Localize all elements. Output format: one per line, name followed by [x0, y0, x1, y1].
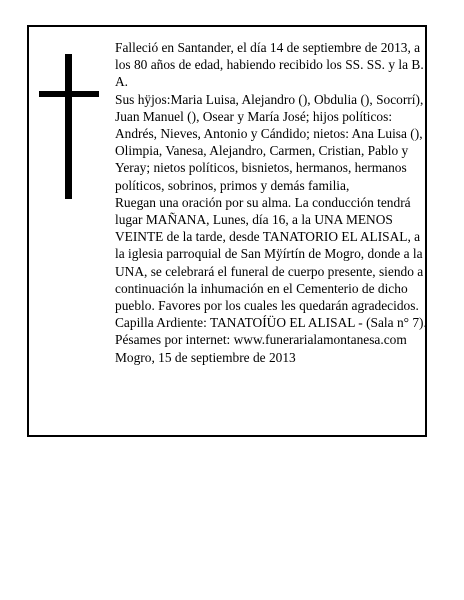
- cross-horizontal-bar: [39, 91, 99, 97]
- notice-text: [115, 39, 427, 366]
- latin-cross-icon: [39, 54, 99, 199]
- obituary-notice: [27, 25, 427, 437]
- family-list: Sus hÿjos:Maria Luisa, Alejandro (), Obdulia (), Socorrí), Juan Manuel (), Osear y María José; hijos políticos: Andrés, Nieves, Antonio y Cándido; nietos: Ana Luisa (), Olimpia, Vanesa, Alejandro, Carmen, Cristian, Pablo y Yeray; nietos políticos, bisnietos, hermanos, hermanos políticos, sobrinos, primos y demás familia,: [115, 91, 424, 193]
- notice-date: Mogro, 15 de septiembre de 2013: [115, 349, 296, 365]
- death-announcement: Falleció en Santander, el día 14 de septiembre de 2013, a los 80 años de edad, habiendo recibido los SS. SS. y la B. A.: [115, 40, 424, 90]
- cross-vertical-bar: [65, 54, 72, 199]
- funeral-details: Ruegan una oración por su alma. La conducción tendrá lugar MAÑANA, Lunes, día 16, a la UNA MENOS VEINTE de la tarde, desde TANATORIO EL ALISAL, a la iglesia parroquial de San Mÿírtín de Mogro, donde a la UNA, se celebrará el funeral de cuerpo presente, siendo a continuación la inhumación en el Cementerio de dicho pueblo. Favores por los cuales les quedarán agradecidos. Capilla Ardiente: TANATOÍÜO EL ALISAL - (Sala n° 7).: [115, 194, 427, 331]
- condolences-website: Pésames por internet: www.funerarialamontanesa.com: [115, 332, 407, 348]
